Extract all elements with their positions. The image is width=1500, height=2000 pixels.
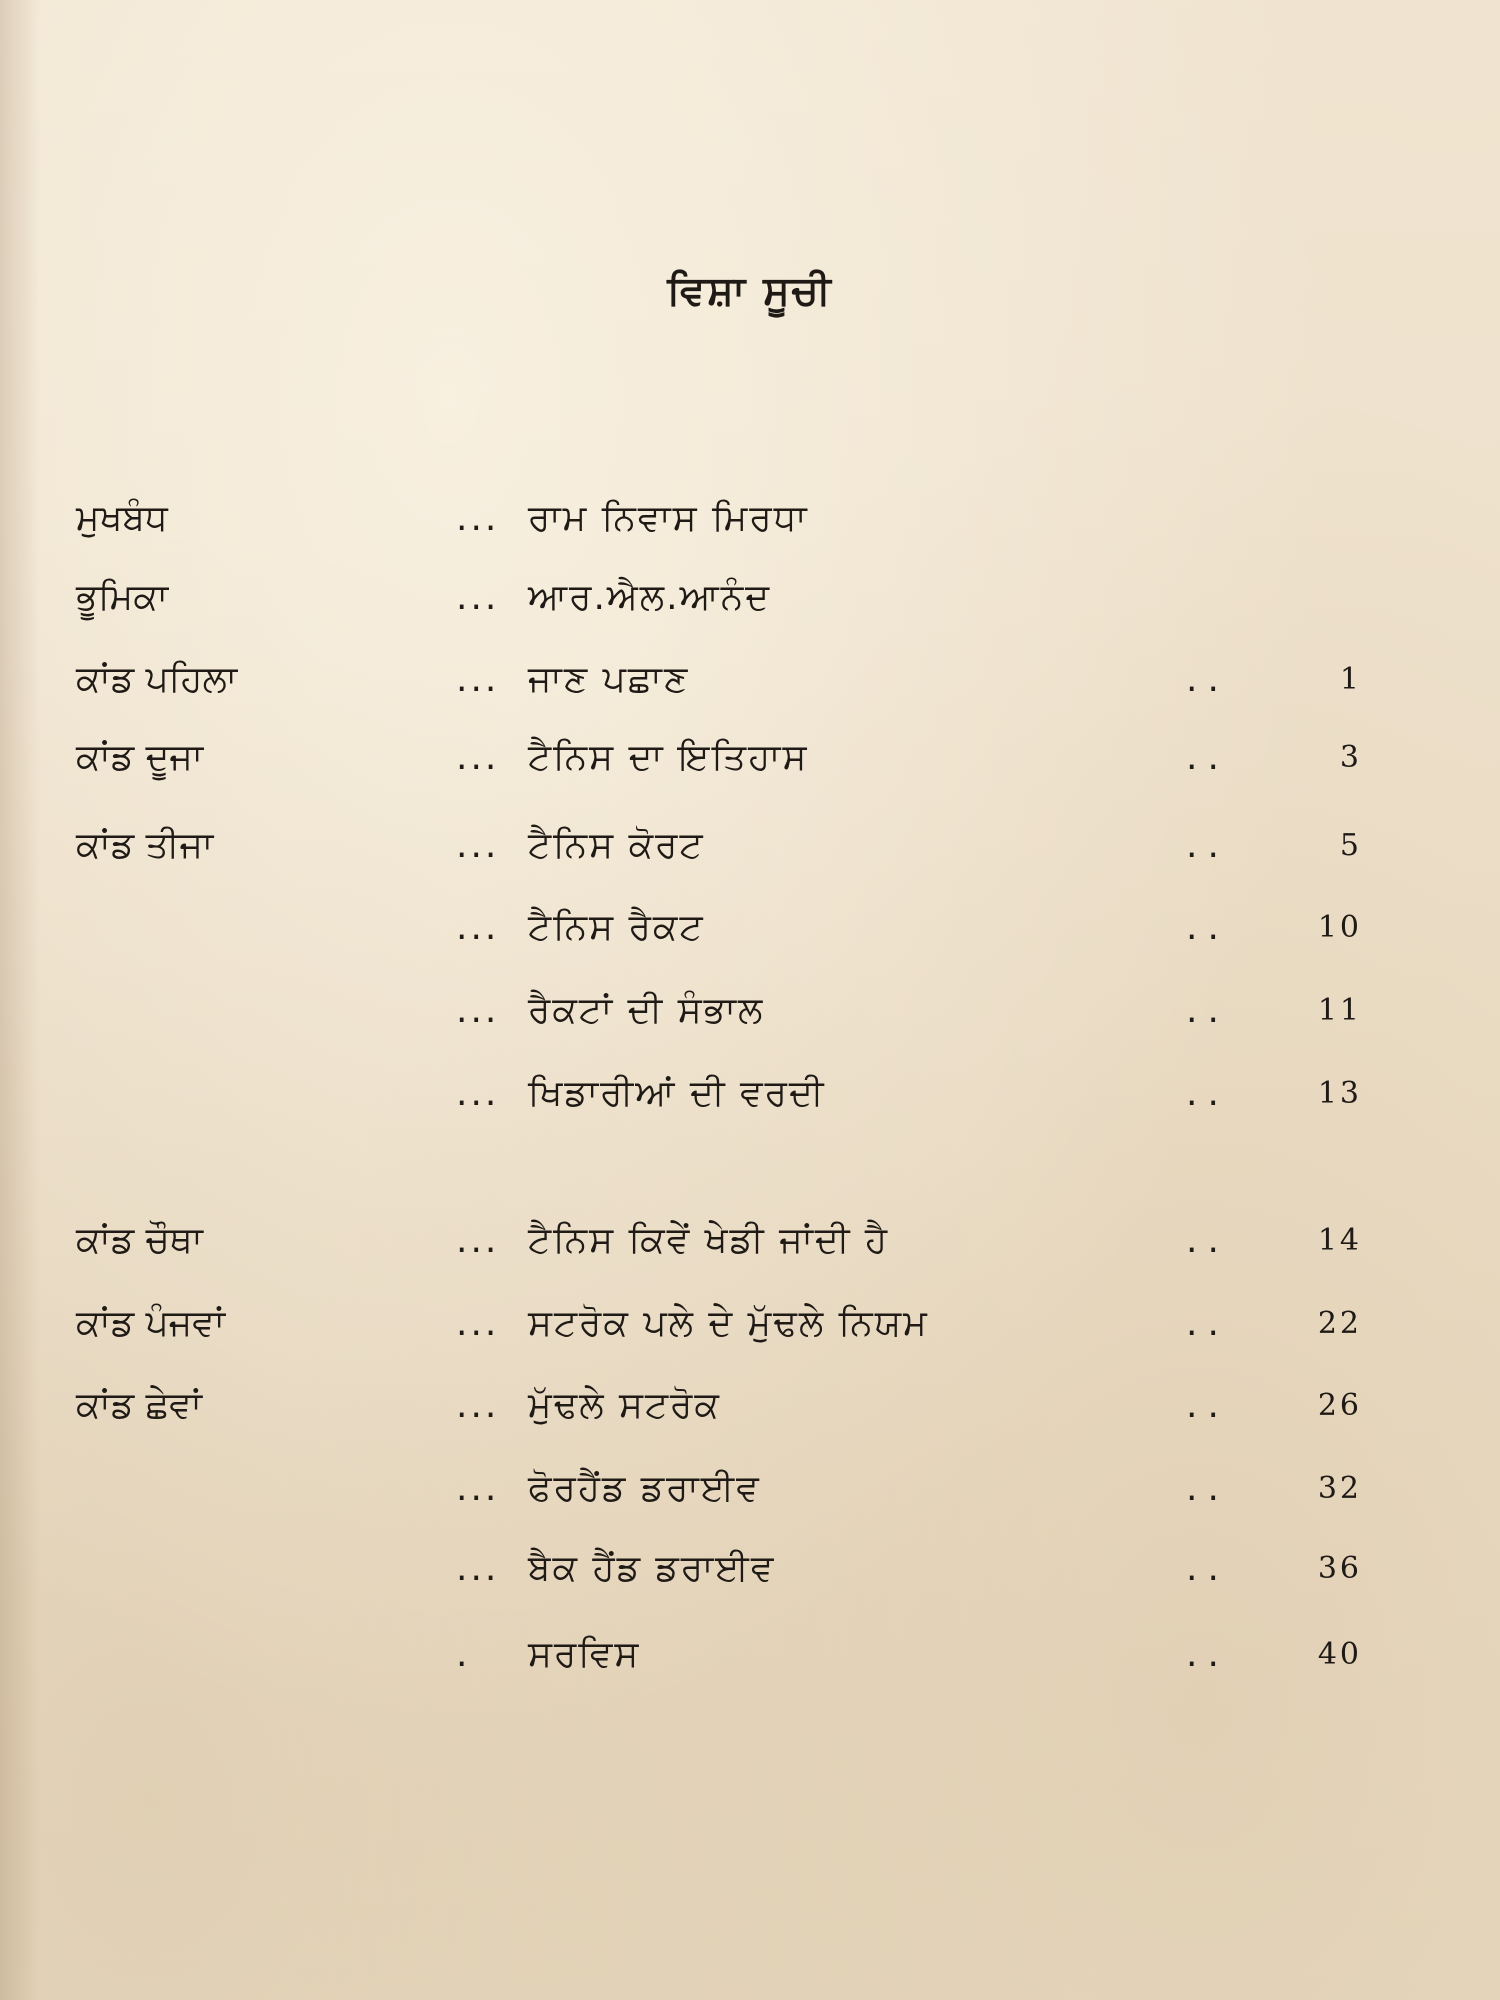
toc-topic: ਜਾਣ ਪਛਾਣ	[528, 659, 690, 700]
toc-page-number: 13	[1317, 1076, 1362, 1111]
toc-row	[0, 1461, 1500, 1517]
toc-dots: ..	[1186, 1468, 1229, 1509]
toc-dots: ..	[1186, 737, 1229, 778]
toc-leader: ...	[456, 1220, 500, 1261]
toc-topic: ਬੈਕ ਹੈਂਡ ਡਰਾਈਵ	[528, 1548, 776, 1589]
toc-topic: ਟੈਨਿਸ ਦਾ ਇਤਿਹਾਸ	[528, 737, 809, 778]
toc-row	[0, 1213, 1500, 1269]
toc-leader: ...	[456, 1385, 500, 1426]
page-title: ਵਿਸ਼ਾ ਸੂਚੀ	[667, 268, 833, 314]
toc-leader: ...	[456, 1548, 500, 1589]
toc-row	[0, 491, 1500, 547]
toc-leader: ...	[456, 1073, 500, 1114]
toc-leader: ...	[456, 577, 500, 618]
toc-topic: ਮੁੱਢਲੇ ਸਟਰੋਕ	[528, 1385, 721, 1426]
toc-row	[0, 730, 1500, 786]
toc-dots: ..	[1186, 1548, 1229, 1589]
toc-page-number: 11	[1317, 993, 1362, 1028]
toc-row	[0, 652, 1500, 708]
toc-row	[0, 1066, 1500, 1122]
toc-leader: ...	[456, 907, 500, 948]
toc-chapter: ਕਾਂਡ ਚੌਥਾ	[76, 1220, 203, 1261]
toc-leader: .	[456, 1634, 471, 1675]
toc-page-number: 22	[1317, 1306, 1362, 1341]
toc-row	[0, 1541, 1500, 1597]
toc-chapter: ਕਾਂਡ ਪੰਜਵਾਂ	[76, 1303, 226, 1344]
toc-topic: ਫੋਰਹੈਂਡ ਡਰਾਈਵ	[528, 1468, 761, 1509]
toc-row	[0, 900, 1500, 956]
toc-topic: ਰਾਮ ਨਿਵਾਸ ਮਿਰਧਾ	[528, 498, 809, 539]
toc-page-number: 26	[1317, 1388, 1362, 1423]
toc-topic: ਖਿਡਾਰੀਆਂ ਦੀ ਵਰਦੀ	[528, 1073, 826, 1114]
toc-row	[0, 570, 1500, 626]
toc-dots: ..	[1186, 1303, 1229, 1344]
toc-dots: ..	[1186, 1385, 1229, 1426]
toc-leader: ...	[456, 498, 500, 539]
toc-chapter: ਕਾਂਡ ਪਹਿਲਾ	[76, 659, 238, 700]
toc-topic: ਟੈਨਿਸ ਕਿਵੇਂ ਖੇਡੀ ਜਾਂਦੀ ਹੈ	[528, 1220, 890, 1261]
toc-topic: ਆਰ.ਐਲ.ਆਨੰਦ	[528, 577, 772, 618]
toc-chapter: ਕਾਂਡ ਤੀਜਾ	[76, 825, 214, 866]
toc-page-number: 3	[1339, 740, 1362, 775]
toc-chapter: ਮੁਖਬੰਧ	[76, 498, 168, 539]
toc-dots: ..	[1186, 907, 1229, 948]
toc-dots: ..	[1186, 990, 1229, 1031]
toc-leader: ...	[456, 659, 500, 700]
toc-chapter: ਕਾਂਡ ਦੂਜਾ	[76, 737, 204, 778]
toc-page-number: 14	[1317, 1223, 1362, 1258]
toc-leader: ...	[456, 737, 500, 778]
toc-page-number: 5	[1339, 828, 1362, 863]
toc-chapter: ਭੂਮਿਕਾ	[76, 577, 169, 618]
toc-topic: ਟੈਨਿਸ ਕੋਰਟ	[528, 825, 705, 866]
toc-page-number: 1	[1339, 662, 1362, 697]
toc-row	[0, 983, 1500, 1039]
toc-leader: ...	[456, 1468, 500, 1509]
toc-page-number: 10	[1317, 910, 1362, 945]
toc-page-number: 36	[1317, 1551, 1362, 1586]
toc-dots: ..	[1186, 659, 1229, 700]
toc-dots: ..	[1186, 1073, 1229, 1114]
toc-page-number: 40	[1317, 1637, 1362, 1672]
toc-topic: ਸਰਵਿਸ	[528, 1634, 641, 1675]
toc-row	[0, 1627, 1500, 1683]
toc-row	[0, 1296, 1500, 1352]
toc-leader: ...	[456, 990, 500, 1031]
toc-dots: ..	[1186, 1634, 1229, 1675]
toc-topic: ਟੈਨਿਸ ਰੈਕਟ	[528, 907, 705, 948]
toc-chapter: ਕਾਂਡ ਛੇਵਾਂ	[76, 1385, 202, 1426]
toc-topic: ਰੈਕਟਾਂ ਦੀ ਸੰਭਾਲ	[528, 990, 765, 1031]
toc-row	[0, 1378, 1500, 1434]
toc-topic: ਸਟਰੋਕ ਪਲੇ ਦੇ ਮੁੱਢਲੇ ਨਿਯਮ	[528, 1303, 929, 1344]
toc-row	[0, 818, 1500, 874]
toc-page-number: 32	[1317, 1471, 1362, 1506]
toc-dots: ..	[1186, 825, 1229, 866]
toc-leader: ...	[456, 1303, 500, 1344]
toc-dots: ..	[1186, 1220, 1229, 1261]
toc-leader: ...	[456, 825, 500, 866]
